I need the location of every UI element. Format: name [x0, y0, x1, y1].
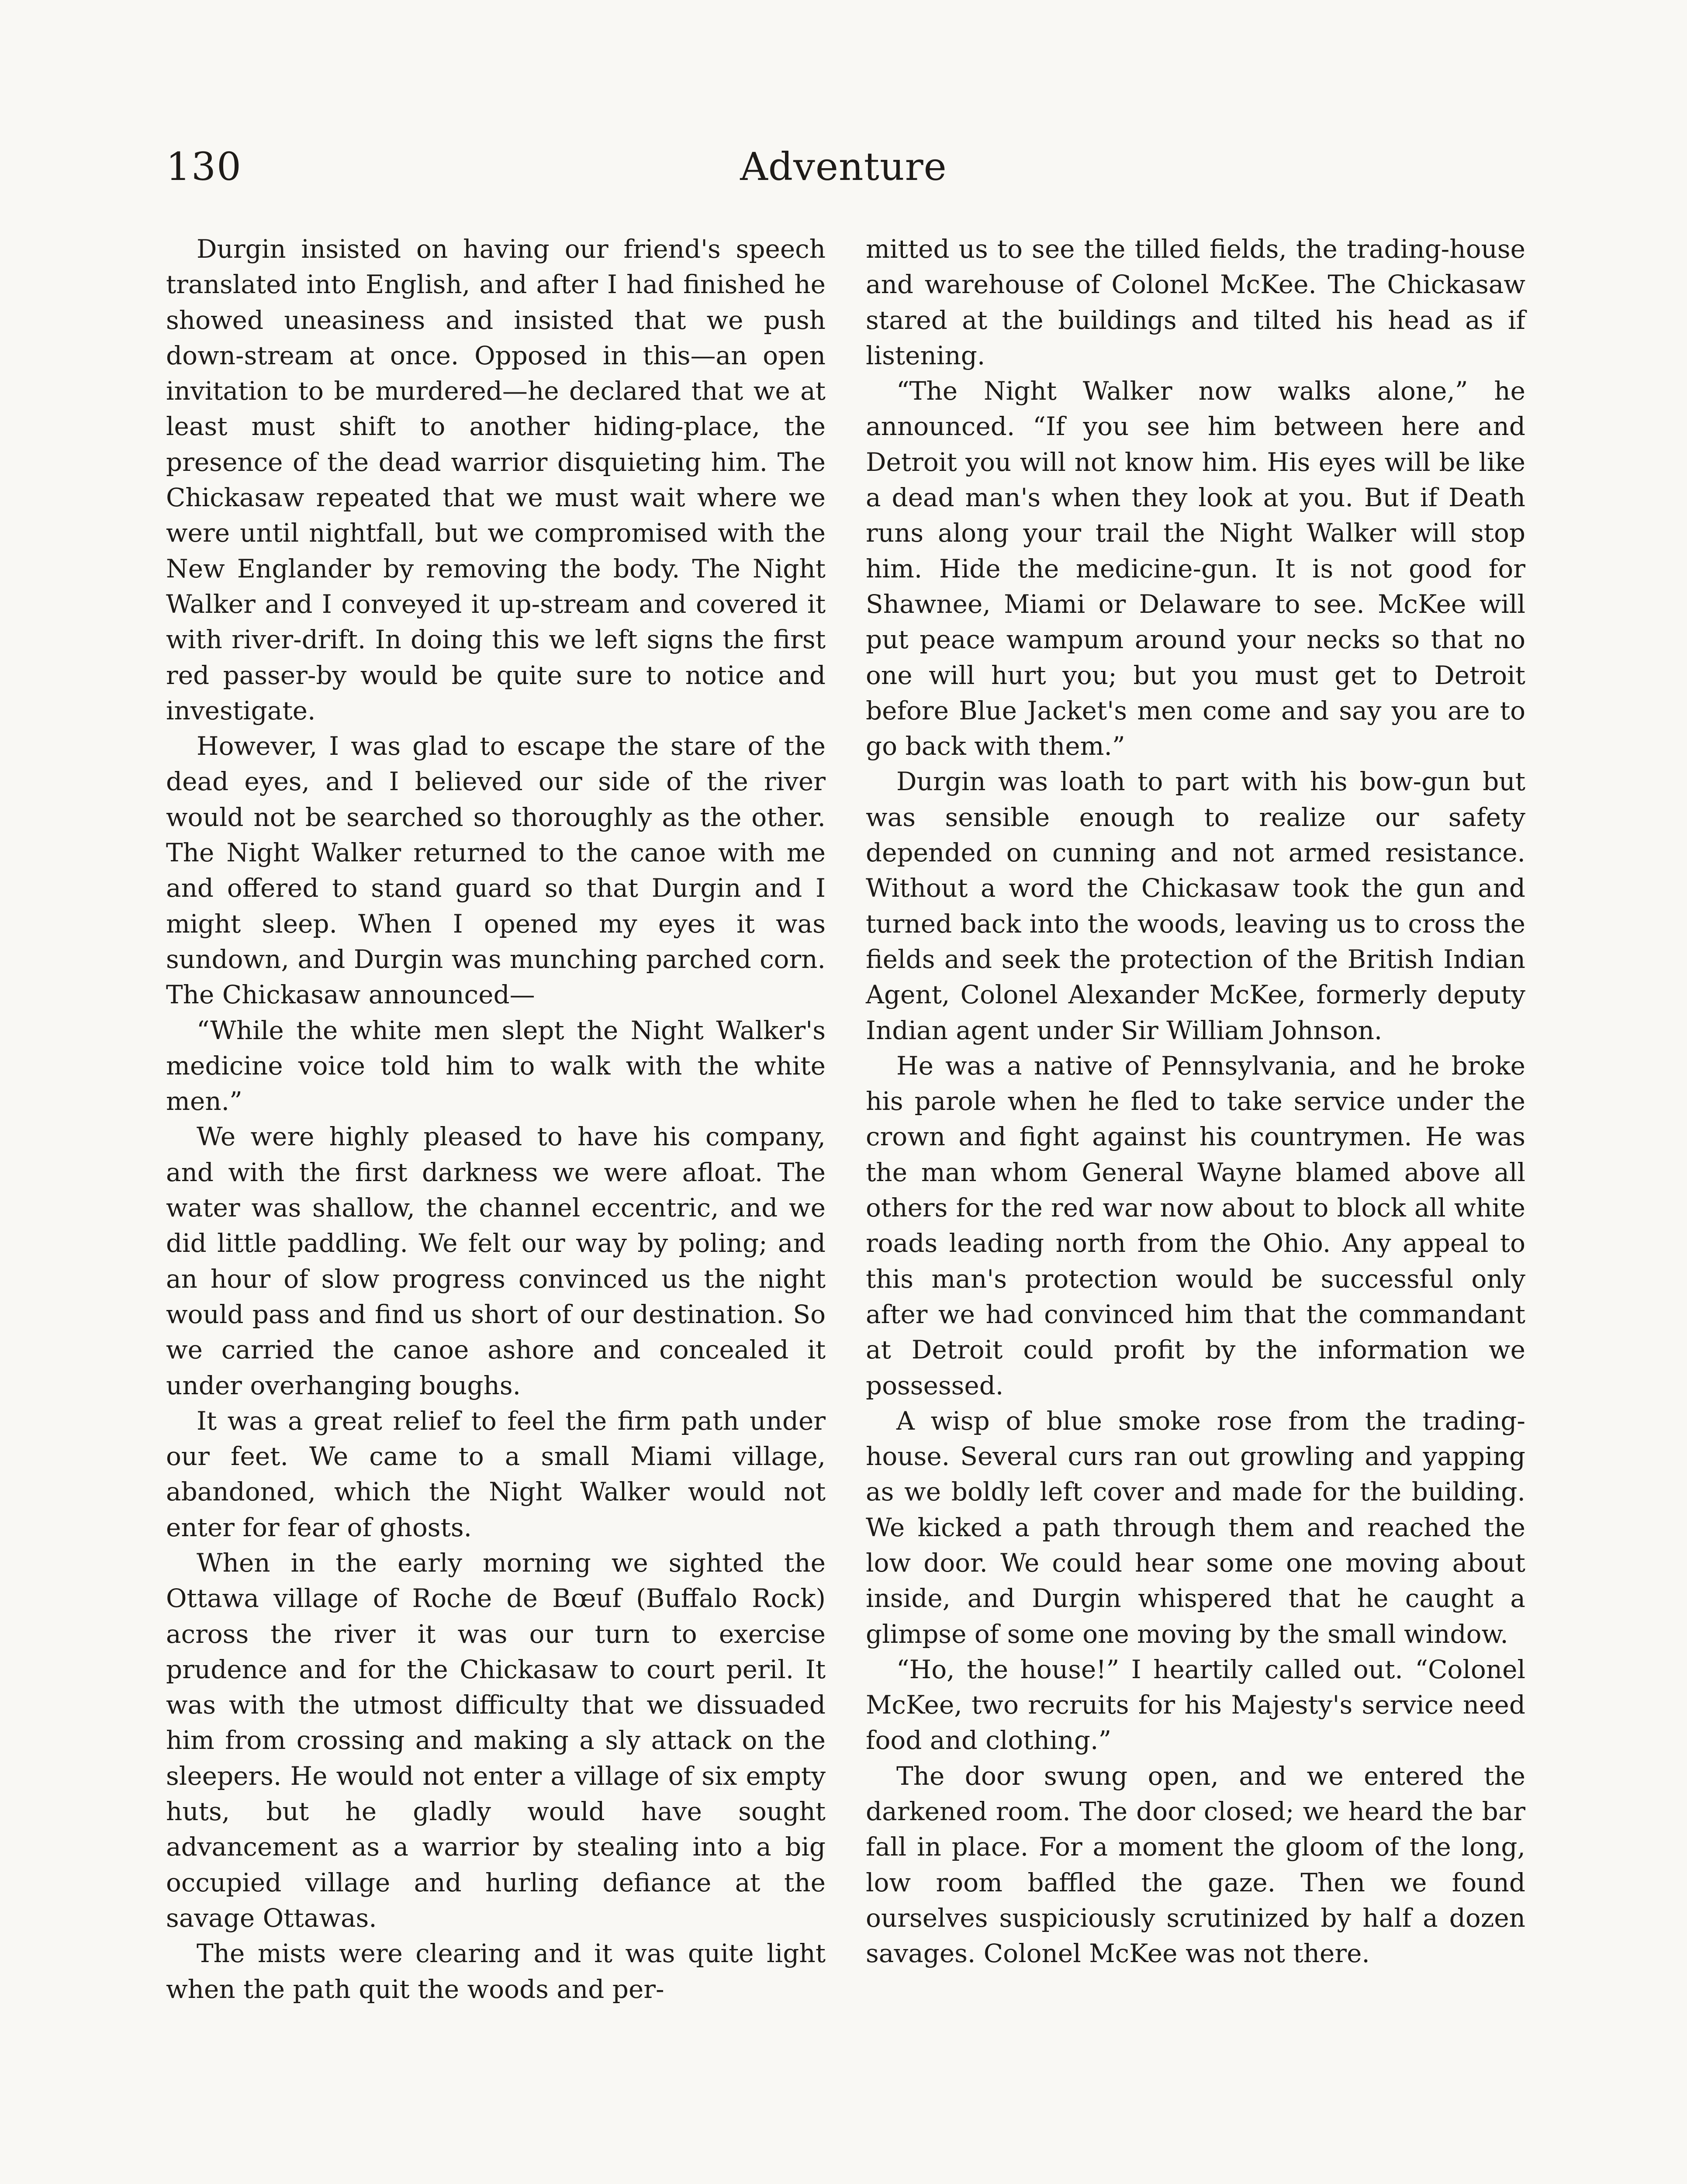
paragraph: The mists were clearing and it was quite light when the path quit the woods and per- [166, 1939, 826, 2004]
paragraph: He was a native of Pennsylvania, and he broke his parole when he fled to take service under the crown and fight against his countrymen. He was the man whom General Wayne blamed above all others for the red war now about to block all white roads leading north from the Ohio. Any appeal to this man's protection would be successful only after we had convinced him that the commandant at Detroit could profit by the information we possessed. [866, 1051, 1525, 1400]
paragraph: It was a great relief to feel the firm path under our feet. We came to a small Miami village, abandoned, which the Night Walker would not enter for fear of ghosts. [166, 1406, 826, 1542]
paragraph: “The Night Walker now walks alone,” he announced. “If you see him between here and Detroit you will not know him. His eyes will be like a dead man's when they look at you. But if Death runs along your trail the Night Walker will stop him. Hide the medicine-gun. It is not good for Shawnee, Miami or Delaware to see. McKee will put peace wampum around your necks so that no one will hurt you; but you must get to Detroit before Blue Jacket's men come and say you are to go back with them.” [866, 376, 1525, 761]
paragraph: “While the white men slept the Night Walker's medicine voice told him to walk with the white men.” [166, 1015, 826, 1116]
paragraph: Durgin insisted on having our friend's speech translated into English, and after I had finished he showed uneasiness and insisted that we push down-stream at once. Opposed in this—an open invitation to be murdered—he declared that we at least must shift to another hiding-place, the presence of the dead warrior disquieting him. The Chickasaw repeated that we must wait where we were until nightfall, but we compromised with the New Englander by removing the body. The Night Walker and I conveyed it up-stream and covered it with river-drift. In doing this we left signs the first red passer-by would be quite sure to notice and investigate. [166, 234, 826, 726]
left-column [166, 232, 826, 2007]
page-number: 130 [166, 144, 242, 189]
running-title: Adventure [740, 144, 947, 189]
right-column [866, 232, 1525, 1972]
paragraph: The door swung open, and we entered the darkened room. The door closed; we heard the bar fall in place. For a moment the gloom of the long, low room baffled the gaze. Then we found ourselves suspiciously scrutinized by half a dozen savages. Colonel McKee was not there. [866, 1761, 1525, 1969]
paragraph: “Ho, the house!” I heartily called out. “Colonel McKee, two recruits for his Majesty's service need food and clothing.” [866, 1654, 1525, 1755]
paragraph: When in the early morning we sighted the Ottawa village of Roche de Bœuf (Buffalo Rock) across the river it was our turn to exercise prudence and for the Chickasaw to court peril. It was with the utmost difficulty that we dissuaded him from crossing and making a sly attack on the sleepers. He would not enter a village of six empty huts, but he gladly would have sought advancement as a warrior by stealing into a big occupied village and hurling defiance at the savage Ottawas. [166, 1548, 826, 1933]
paragraph: We were highly pleased to have his company, and with the first darkness we were afloat. The water was shallow, the channel eccentric, and we did little paddling. We felt our way by poling; and an hour of slow progress convinced us the night would pass and find us short of our destination. So we carried the canoe ashore and concealed it under overhanging boughs. [166, 1122, 826, 1400]
paragraph: Durgin was loath to part with his bow-gun but was sensible enough to realize our safety depended on cunning and not armed resistance. Without a word the Chickasaw took the gun and turned back into the woods, leaving us to cross the fields and seek the protection of the British Indian Agent, Colonel Alexander McKee, formerly deputy Indian agent under Sir William Johnson. [866, 767, 1525, 1045]
paragraph: A wisp of blue smoke rose from the trading-house. Several curs ran out growling and yapping as we boldly left cover and made for the building. We kicked a path through them and reached the low door. We could hear some one moving about inside, and Durgin whispered that he caught a glimpse of some one moving by the small window. [866, 1406, 1525, 1649]
paragraph: However, I was glad to escape the stare of the dead eyes, and I believed our side of the river would not be searched so thoroughly as the other. The Night Walker returned to the canoe with me and offered to stand guard so that Durgin and I might sleep. When I opened my eyes it was sundown, and Durgin was munching parched corn. The Chickasaw announced— [166, 731, 826, 1010]
paragraph-continuation: mitted us to see the tilled fields, the trading-house and warehouse of Colonel McKee. The Chickasaw stared at the buildings and tilted his head as if listening. [866, 234, 1525, 370]
